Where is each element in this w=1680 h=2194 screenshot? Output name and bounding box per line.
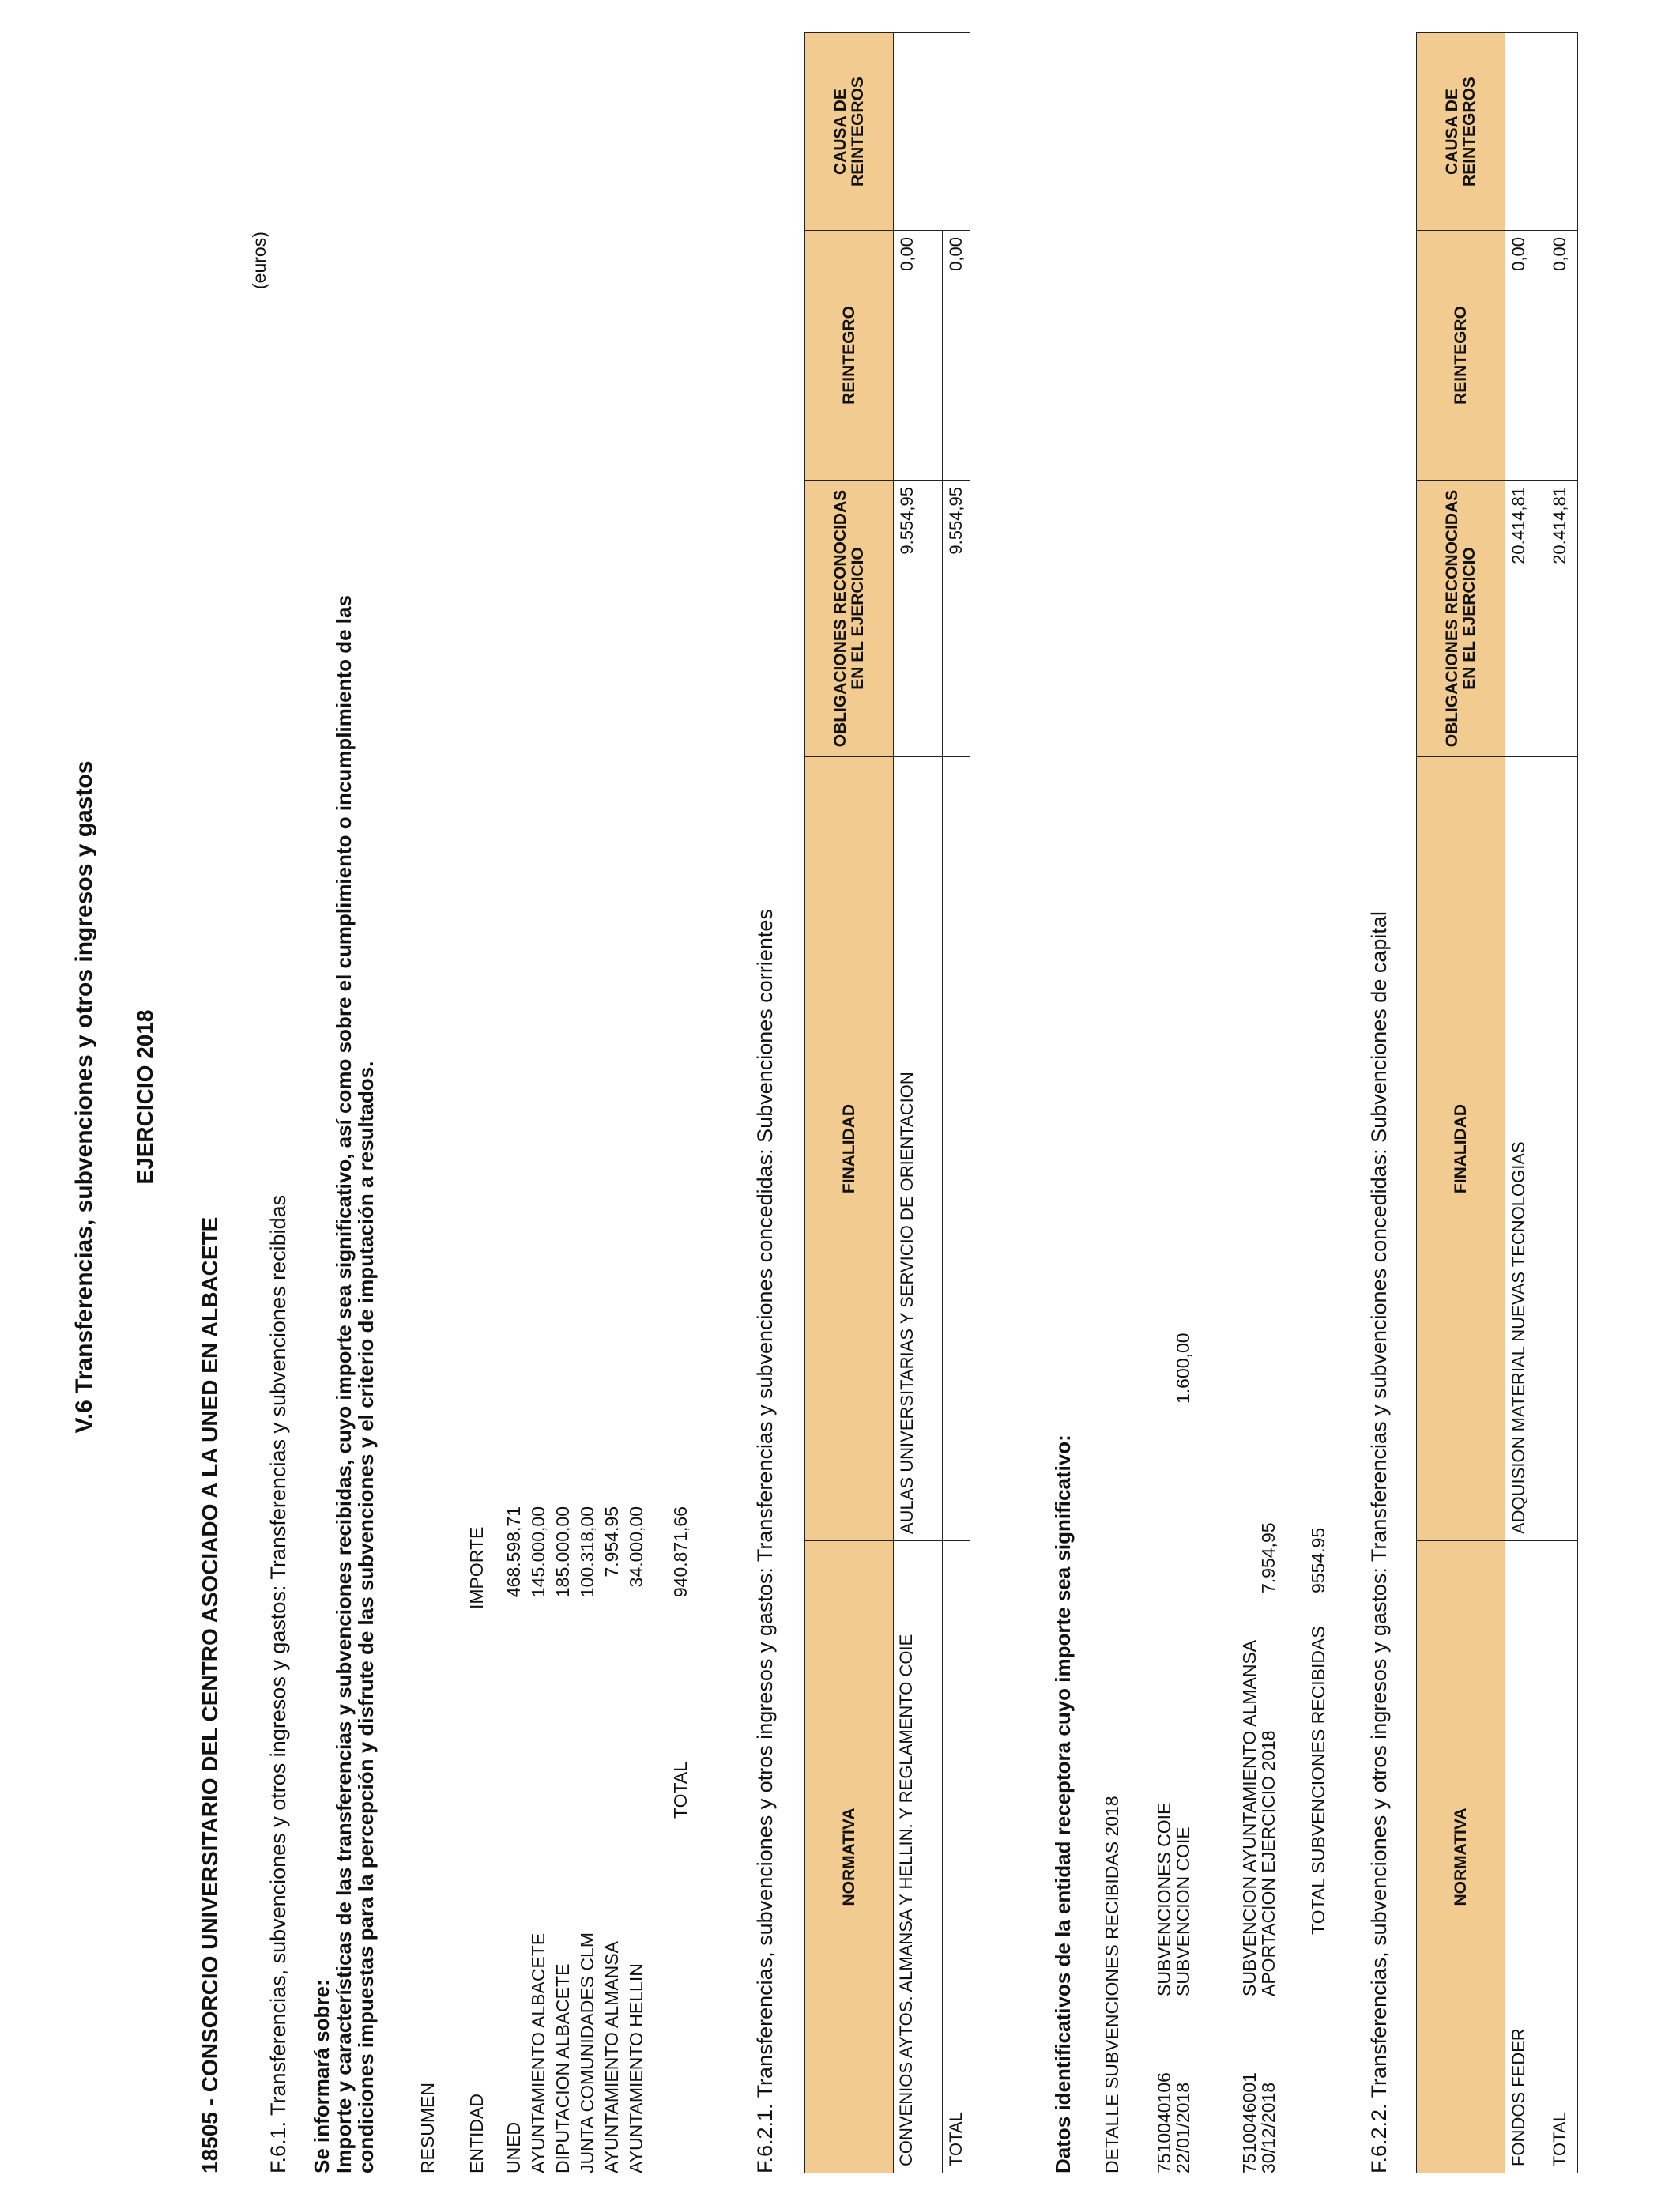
table-total-row	[943, 33, 970, 2173]
summary-label: RESUMEN	[417, 2082, 438, 2173]
col-finalidad: FINALIDAD	[805, 757, 894, 1541]
cell-reintegro: 0,00	[894, 231, 943, 481]
summary-amount: 34.000,00	[626, 1506, 646, 1588]
cell-normativa: FONDOS FEDER	[1505, 1541, 1546, 2173]
total-finalidad-empty	[1546, 757, 1578, 1541]
inform-title: Se informará sobre:	[310, 1979, 333, 2173]
col-normativa: NORMATIVA	[805, 1541, 894, 2173]
cell-finalidad: ADQUISION MATERIAL NUEVAS TECNOLOGIAS	[1505, 757, 1546, 1541]
total-obligaciones: 9.554,95	[943, 481, 970, 757]
inform-line-1: Importe y características de las transferencias y subvenciones recibidas, cuyo importe sea significativo, así como sobre el cumplimiento o incumplimiento de las	[332, 595, 356, 2173]
summary-amount: 468.598,71	[503, 1506, 524, 1598]
cell-finalidad: AULAS UNIVERSITARIAS Y SERVICIO DE ORIENTACION	[894, 757, 943, 1541]
col-obligaciones: OBLIGACIONES RECONOCIDAS EN EL EJERCICIO	[1417, 481, 1505, 757]
f621-heading: F.6.2.1. Transferencias, subvenciones y otros ingresos y gastos: Transferencias y subvenciones concedidas: Subvenciones corrientes	[753, 909, 777, 2173]
page-title: V.6 Transferencias, subvenciones y otros ingresos y gastos	[71, 760, 97, 1434]
table-header-row	[805, 33, 894, 2173]
summary-total-label: TOTAL	[670, 1762, 691, 1819]
receptora-heading: Datos identificativos de la entidad receptora cuyo importe sea significativo:	[1051, 1434, 1075, 2173]
col-causa: CAUSA DE REINTEGROS	[805, 33, 894, 231]
f622-table	[1416, 32, 1578, 2173]
f61-heading: F.6.1. Transferencias, subvenciones y otros ingresos y gastos: Transferencias y subvenciones recibidas	[266, 1194, 290, 2173]
summary-entity: DIPUTACION ALBACETE	[552, 1963, 573, 2173]
col-finalidad: FINALIDAD	[1417, 757, 1505, 1541]
item-amount: 1.600,00	[1173, 1333, 1193, 1404]
table-total-row	[1546, 33, 1578, 2173]
receptora-total-label: TOTAL SUBVENCIONES RECIBIDAS	[1308, 1626, 1328, 1935]
table-row	[1505, 33, 1546, 2173]
summary-entity: UNED	[503, 2121, 524, 2173]
total-reintegro: 0,00	[943, 231, 970, 481]
total-label: TOTAL	[1546, 1541, 1578, 2173]
summary-total-amount: 940.871,66	[670, 1506, 691, 1598]
cell-obligaciones: 20.414,81	[1505, 481, 1546, 757]
cell-normativa: CONVENIOS AYTOS. ALMANSA Y HELLIN. Y REGLAMENTO COIE	[894, 1541, 943, 2173]
detail-label: DETALLE SUBVENCIONES RECIBIDAS 2018	[1102, 1796, 1122, 2173]
table-row	[894, 33, 943, 2173]
summary-entity: AYUNTAMIENTO ALBACETE	[528, 1932, 548, 2173]
total-obligaciones: 20.414,81	[1546, 481, 1578, 757]
units-label: (euros)	[249, 232, 269, 289]
col-reintegro: REINTEGRO	[805, 231, 894, 481]
entity-heading: 18505 - CONSORCIO UNIVERSITARIO DEL CENTRO ASOCIADO A LA UNED EN ALBACETE	[198, 1216, 222, 2173]
col-reintegro: REINTEGRO	[1417, 231, 1505, 481]
summary-col-amount: IMPORTE	[466, 1526, 487, 1609]
item-desc: SUBVENCION COIE	[1173, 1826, 1193, 1996]
summary-col-entity: ENTIDAD	[466, 2094, 487, 2173]
item-desc: SUBVENCION AYUNTAMIENTO ALMANSA	[1239, 1639, 1260, 1996]
item-date: 22/01/2018	[1173, 2082, 1193, 2173]
summary-entity: AYUNTAMIENTO HELLIN	[626, 1963, 646, 2173]
item-desc: APORTACION EJERCICIO 2018	[1258, 1730, 1279, 1996]
total-reintegro: 0,00	[1546, 231, 1578, 481]
inform-line-2: condiciones impuestas para la percepción y disfrute de las subvenciones y el criterio de imputación a resultados.	[354, 1061, 378, 2173]
cell-causa	[894, 33, 970, 231]
total-finalidad-empty	[943, 757, 970, 1541]
col-obligaciones: OBLIGACIONES RECONOCIDAS EN EL EJERCICIO	[805, 481, 894, 757]
col-normativa: NORMATIVA	[1417, 1541, 1505, 2173]
total-label: TOTAL	[943, 1541, 970, 2173]
summary-amount: 7.954,95	[601, 1506, 622, 1578]
item-amount: 7.954,95	[1258, 1522, 1279, 1593]
item-date: 30/12/2018	[1258, 2082, 1279, 2173]
col-causa: CAUSA DE REINTEGROS	[1417, 33, 1505, 231]
item-code: 7510046001	[1239, 2072, 1260, 2173]
cell-obligaciones: 9.554,95	[894, 481, 943, 757]
summary-amount: 100.318,00	[577, 1506, 597, 1598]
item-desc: SUBVENCIONES COIE	[1154, 1802, 1174, 1996]
summary-amount: 145.000,00	[528, 1506, 548, 1598]
f621-table	[804, 32, 970, 2173]
summary-entity: AYUNTAMIENTO ALMANSA	[601, 1941, 622, 2173]
cell-reintegro: 0,00	[1505, 231, 1546, 481]
cell-causa	[1505, 33, 1578, 231]
item-code: 7510040106	[1154, 2072, 1174, 2173]
exercise-year: EJERCICIO 2018	[133, 1009, 157, 1185]
receptora-total-amount: 9554.95	[1308, 1527, 1328, 1593]
f622-heading: F.6.2.2. Transferencias, subvenciones y otros ingresos y gastos: Transferencias y subvenciones concedidas: Subvenciones de capital	[1367, 911, 1391, 2173]
table-header-row	[1417, 33, 1505, 2173]
summary-amount: 185.000,00	[552, 1506, 573, 1598]
summary-entity: JUNTA COMUNIDADES CLM	[577, 1932, 597, 2173]
inform-block	[311, 595, 377, 2173]
